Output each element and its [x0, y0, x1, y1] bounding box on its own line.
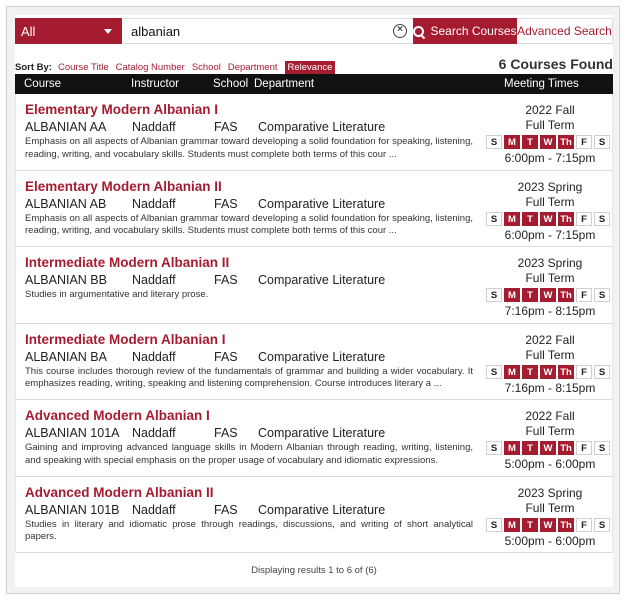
meeting-days: [486, 212, 610, 226]
day-sunday: S: [486, 365, 502, 379]
day-tuesday: T: [522, 212, 538, 226]
column-header-meeting-times: Meeting Times: [504, 78, 579, 90]
day-tuesday: T: [522, 441, 538, 455]
course-title-link[interactable]: Intermediate Modern Albanian II: [25, 255, 230, 270]
course-card: [15, 247, 613, 324]
course-time: 5:00pm - 6:00pm: [504, 533, 596, 548]
day-monday: M: [504, 135, 520, 149]
search-courses-button[interactable]: [413, 18, 517, 44]
course-description: Gaining and improving advanced language skills in Modern Albanian through reading, writing, listening, and speaking with special emphasis on the proper usage of vocabulary and idiomatic expressions.: [25, 442, 473, 466]
day-friday: F: [576, 441, 592, 455]
day-friday: F: [576, 212, 592, 226]
course-code: ALBANIAN BA: [25, 349, 107, 364]
course-title-link[interactable]: Elementary Modern Albanian II: [25, 178, 222, 194]
search-bar: [15, 18, 613, 44]
day-monday: M: [504, 212, 520, 226]
course-school: FAS: [214, 426, 238, 440]
course-title-link[interactable]: Advanced Modern Albanian I: [25, 408, 210, 423]
course-card: [15, 477, 613, 554]
day-friday: F: [576, 518, 592, 532]
course-department: Comparative Literature: [258, 426, 386, 440]
scope-value: All: [21, 23, 36, 39]
course-card: [15, 94, 613, 171]
column-header-course: Course: [24, 78, 62, 90]
course-term: 2022 Fall: [525, 103, 575, 117]
course-description: Emphasis on all aspects of Albanian grammar toward developing a solid foundation for speaking, listening, reading, writing, and vocabulary skills. Students must complete both terms of this cour ...: [25, 212, 473, 236]
meeting-days: [486, 441, 610, 455]
course-term: 2022 Fall: [525, 332, 575, 347]
course-duration: Full Term: [525, 424, 575, 438]
course-instructor: Naddaff: [132, 426, 176, 440]
column-header-department: Department: [254, 78, 315, 90]
course-code: ALBANIAN 101A: [25, 426, 120, 440]
sort-option-course-title[interactable]: Course Title: [57, 61, 109, 73]
course-results-list: [15, 94, 613, 553]
course-department: Comparative Literature: [258, 349, 386, 364]
search-icon: [413, 26, 424, 37]
day-tuesday: T: [522, 288, 538, 302]
day-monday: M: [504, 288, 520, 302]
meeting-days: [486, 135, 610, 149]
meeting-days: [486, 365, 610, 379]
course-instructor: Naddaff: [132, 120, 176, 134]
course-duration: Full Term: [525, 271, 575, 285]
course-school: FAS: [214, 273, 238, 287]
course-card: [15, 171, 613, 248]
sort-label: Sort By:: [15, 61, 52, 73]
course-time: 7:16pm - 8:15pm: [504, 380, 596, 395]
day-sunday: S: [486, 135, 502, 149]
table-header: [15, 74, 613, 94]
course-instructor: Naddaff: [132, 349, 176, 364]
day-thursday: Th: [558, 518, 574, 532]
day-monday: M: [504, 365, 520, 379]
day-sunday: S: [486, 518, 502, 532]
search-input[interactable]: [123, 19, 413, 43]
course-instructor: Naddaff: [132, 273, 176, 287]
course-instructor: Naddaff: [132, 196, 176, 211]
course-card: [15, 324, 613, 401]
course-description: This course includes thorough review of the fundamentals of grammar and building a wider vocabulary. It emphasizes reading, writing, speaking and listening comprehension. Course introduces literary a ...: [25, 365, 473, 389]
day-thursday: Th: [558, 288, 574, 302]
course-school: FAS: [214, 120, 238, 134]
day-wednesday: W: [540, 518, 556, 532]
day-thursday: Th: [558, 441, 574, 455]
course-description: Studies in argumentative and literary prose.: [25, 289, 209, 300]
course-time: 6:00pm - 7:15pm: [504, 227, 596, 242]
day-monday: M: [504, 441, 520, 455]
results-panel: [15, 15, 613, 587]
day-saturday: S: [594, 288, 610, 302]
day-friday: F: [576, 135, 592, 149]
course-term: 2023 Spring: [517, 485, 583, 500]
day-thursday: Th: [558, 135, 574, 149]
course-title-link[interactable]: Advanced Modern Albanian II: [25, 484, 214, 500]
course-term: 2023 Spring: [517, 179, 583, 194]
sort-option-catalog-number[interactable]: Catalog Number: [115, 61, 185, 73]
day-saturday: S: [594, 441, 610, 455]
course-card: [15, 400, 613, 477]
clear-search-icon[interactable]: ×: [393, 24, 407, 38]
day-sunday: S: [486, 212, 502, 226]
day-sunday: S: [486, 441, 502, 455]
day-wednesday: W: [540, 288, 556, 302]
day-tuesday: T: [522, 135, 538, 149]
course-school: FAS: [214, 349, 238, 364]
course-term: 2023 Spring: [517, 256, 583, 270]
course-duration: Full Term: [525, 118, 575, 132]
sort-option-relevance[interactable]: Relevance: [285, 61, 336, 74]
course-department: Comparative Literature: [258, 273, 386, 287]
results-count: 6 Courses Found: [498, 56, 613, 72]
course-time: 5:00pm - 6:00pm: [504, 457, 596, 471]
course-description: Studies in literary and idiomatic prose through readings, discussions, and writing of short analytical papers.: [25, 518, 473, 542]
day-saturday: S: [594, 135, 610, 149]
course-time: 7:16pm - 8:15pm: [504, 304, 596, 318]
course-department: Comparative Literature: [258, 120, 386, 134]
search-button-label: Search Courses: [430, 24, 517, 38]
day-tuesday: T: [522, 365, 538, 379]
column-header-school: School: [213, 78, 249, 90]
course-department: Comparative Literature: [258, 196, 386, 211]
day-saturday: S: [594, 518, 610, 532]
course-duration: Full Term: [525, 500, 575, 515]
course-code: ALBANIAN BB: [25, 273, 107, 287]
advanced-search-link[interactable]: Advanced Search: [517, 18, 613, 44]
day-wednesday: W: [540, 212, 556, 226]
caret-down-icon: [104, 29, 112, 34]
course-school: FAS: [214, 502, 238, 517]
day-saturday: S: [594, 365, 610, 379]
day-friday: F: [576, 288, 592, 302]
course-duration: Full Term: [525, 194, 575, 209]
day-friday: F: [576, 365, 592, 379]
column-header-instructor: Instructor: [131, 78, 179, 90]
course-duration: Full Term: [525, 347, 575, 362]
course-code: ALBANIAN 101B: [25, 502, 120, 517]
day-thursday: Th: [558, 212, 574, 226]
sort-option-department[interactable]: Department: [227, 61, 278, 73]
course-time: 6:00pm - 7:15pm: [504, 151, 596, 165]
day-wednesday: W: [540, 365, 556, 379]
sort-option-school[interactable]: School: [191, 61, 221, 73]
course-title-link[interactable]: Elementary Modern Albanian I: [25, 102, 219, 117]
meeting-days: [486, 518, 610, 532]
day-thursday: Th: [558, 365, 574, 379]
course-code: ALBANIAN AB: [25, 196, 107, 211]
scope-dropdown[interactable]: [15, 18, 123, 44]
course-code: ALBANIAN AA: [25, 120, 107, 134]
day-saturday: S: [594, 212, 610, 226]
day-tuesday: T: [522, 518, 538, 532]
pagination-summary: Displaying results 1 to 6 of (6): [251, 565, 377, 576]
course-term: 2022 Fall: [525, 409, 575, 423]
day-wednesday: W: [540, 135, 556, 149]
day-sunday: S: [486, 288, 502, 302]
day-monday: M: [504, 518, 520, 532]
page-frame: [6, 6, 620, 594]
meeting-days: [486, 288, 610, 302]
course-description: Emphasis on all aspects of Albanian grammar toward developing a solid foundation for speaking, listening, reading, writing, and vocabulary skills. Students must complete both terms of this cour ...: [25, 136, 473, 160]
course-department: Comparative Literature: [258, 502, 386, 517]
course-title-link[interactable]: Intermediate Modern Albanian I: [25, 331, 226, 347]
course-instructor: Naddaff: [132, 502, 176, 517]
day-wednesday: W: [540, 441, 556, 455]
course-school: FAS: [214, 196, 238, 211]
search-field-wrapper: [123, 18, 413, 44]
